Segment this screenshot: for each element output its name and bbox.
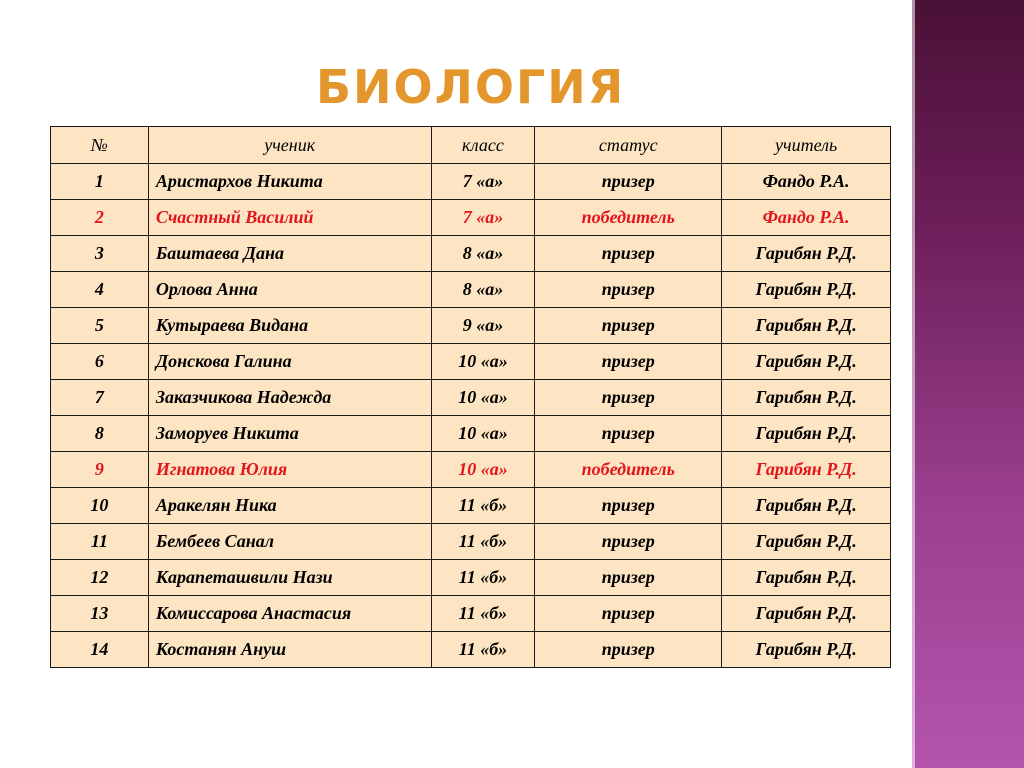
cell-num: 10 — [51, 488, 149, 524]
cell-num: 6 — [51, 344, 149, 380]
cell-status: призер — [535, 488, 722, 524]
cell-student: Бембеев Санал — [148, 524, 431, 560]
cell-student: Игнатова Юлия — [148, 452, 431, 488]
table-row — [51, 164, 891, 200]
table-row — [51, 488, 891, 524]
cell-num: 12 — [51, 560, 149, 596]
cell-student: Баштаева Дана — [148, 236, 431, 272]
cell-status: призер — [535, 344, 722, 380]
cell-num: 2 — [51, 200, 149, 236]
cell-student: Кутыраева Видана — [148, 308, 431, 344]
cell-student: Донскова Галина — [148, 344, 431, 380]
cell-student: Орлова Анна — [148, 272, 431, 308]
header-status: статус — [535, 127, 722, 164]
slide-title: БИОЛОГИЯ — [316, 60, 626, 114]
cell-class: 9 «а» — [431, 308, 535, 344]
cell-class: 11 «б» — [431, 488, 535, 524]
results-table — [50, 126, 891, 668]
table-row — [51, 308, 891, 344]
header-row — [51, 127, 891, 164]
cell-status: призер — [535, 560, 722, 596]
cell-status: призер — [535, 524, 722, 560]
cell-class: 8 «а» — [431, 236, 535, 272]
cell-student: Костанян Ануш — [148, 632, 431, 668]
cell-teacher: Гарибян Р.Д. — [722, 236, 891, 272]
cell-class: 10 «а» — [431, 380, 535, 416]
cell-class: 10 «а» — [431, 344, 535, 380]
table-row — [51, 200, 891, 236]
table-row — [51, 236, 891, 272]
cell-teacher: Гарибян Р.Д. — [722, 560, 891, 596]
cell-status: призер — [535, 416, 722, 452]
header-teacher: учитель — [722, 127, 891, 164]
cell-num: 8 — [51, 416, 149, 452]
header-student: ученик — [148, 127, 431, 164]
cell-num: 13 — [51, 596, 149, 632]
cell-teacher: Гарибян Р.Д. — [722, 524, 891, 560]
header-num: № — [51, 127, 149, 164]
cell-num: 4 — [51, 272, 149, 308]
cell-teacher: Гарибян Р.Д. — [722, 632, 891, 668]
cell-status: призер — [535, 236, 722, 272]
cell-teacher: Фандо Р.А. — [722, 164, 891, 200]
decorative-side-band — [912, 0, 1024, 768]
cell-teacher: Гарибян Р.Д. — [722, 488, 891, 524]
cell-teacher: Гарибян Р.Д. — [722, 308, 891, 344]
side-band-edge — [912, 0, 915, 768]
table-row — [51, 560, 891, 596]
cell-status: призер — [535, 308, 722, 344]
cell-class: 10 «а» — [431, 452, 535, 488]
cell-class: 11 «б» — [431, 596, 535, 632]
cell-student: Карапеташвили Нази — [148, 560, 431, 596]
cell-class: 8 «а» — [431, 272, 535, 308]
table-row — [51, 272, 891, 308]
cell-class: 11 «б» — [431, 560, 535, 596]
cell-class: 7 «а» — [431, 200, 535, 236]
table-row — [51, 452, 891, 488]
cell-class: 11 «б» — [431, 524, 535, 560]
cell-class: 7 «а» — [431, 164, 535, 200]
cell-teacher: Гарибян Р.Д. — [722, 272, 891, 308]
cell-student: Аракелян Ника — [148, 488, 431, 524]
cell-student: Комиссарова Анастасия — [148, 596, 431, 632]
table-row — [51, 416, 891, 452]
table-row — [51, 344, 891, 380]
cell-student: Аристархов Никита — [148, 164, 431, 200]
table-row — [51, 596, 891, 632]
table-header — [51, 127, 891, 164]
cell-teacher: Гарибян Р.Д. — [722, 344, 891, 380]
cell-teacher: Гарибян Р.Д. — [722, 452, 891, 488]
cell-status: призер — [535, 164, 722, 200]
cell-status: призер — [535, 596, 722, 632]
cell-num: 7 — [51, 380, 149, 416]
cell-teacher: Гарибян Р.Д. — [722, 416, 891, 452]
table-row — [51, 380, 891, 416]
cell-class: 10 «а» — [431, 416, 535, 452]
cell-status: призер — [535, 272, 722, 308]
table-row — [51, 524, 891, 560]
header-class: класс — [431, 127, 535, 164]
cell-teacher: Гарибян Р.Д. — [722, 380, 891, 416]
cell-status: победитель — [535, 200, 722, 236]
cell-num: 5 — [51, 308, 149, 344]
cell-num: 1 — [51, 164, 149, 200]
table-row — [51, 632, 891, 668]
cell-num: 11 — [51, 524, 149, 560]
cell-num: 3 — [51, 236, 149, 272]
cell-class: 11 «б» — [431, 632, 535, 668]
cell-status: победитель — [535, 452, 722, 488]
cell-teacher: Гарибян Р.Д. — [722, 596, 891, 632]
cell-student: Заказчикова Надежда — [148, 380, 431, 416]
cell-num: 9 — [51, 452, 149, 488]
cell-teacher: Фандо Р.А. — [722, 200, 891, 236]
cell-num: 14 — [51, 632, 149, 668]
cell-student: Счастный Василий — [148, 200, 431, 236]
cell-student: Заморуев Никита — [148, 416, 431, 452]
cell-status: призер — [535, 632, 722, 668]
cell-status: призер — [535, 380, 722, 416]
table-body — [51, 164, 891, 668]
